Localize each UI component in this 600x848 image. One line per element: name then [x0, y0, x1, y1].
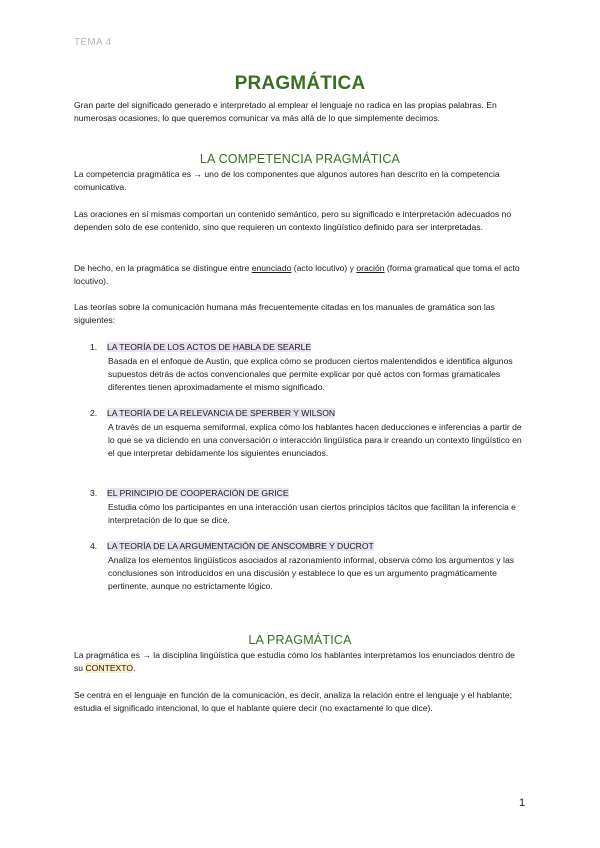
competencia-paragraph-3: [74, 262, 524, 287]
theory-item-2-heading: [90, 407, 530, 419]
intro-paragraph: Gran parte del significado generado e interpretado al emplear el lenguaje no radica en las propias palabras. En numerosas ocasiones, lo que queremos comunicar va más allá de lo que simplemente decimos.: [74, 100, 497, 123]
competencia-paragraph-4: Las teorías sobre la comunicación humana más frecuentemente citadas en los manuales de gramática son las siguientes:: [74, 302, 495, 325]
section-heading-pragmatica: LA PRAGMÁTICA: [248, 633, 352, 647]
theory-title: EL PRINCIPIO DE COOPERACIÓN DE GRICE: [107, 488, 289, 498]
p3-text-before: De hecho, en la pragmática se distingue entre: [74, 263, 252, 273]
term-contexto: CONTEXTO: [85, 662, 134, 673]
term-oracion: oración: [356, 263, 385, 273]
competencia-paragraph-1: La competencia pragmática es → uno de los componentes que algunos autores han descrito en la competencia comunicativa.: [74, 169, 500, 192]
list-number: 1.: [90, 342, 98, 352]
p3-text-after: (forma gramatical que toma el acto locutivo).: [74, 263, 520, 286]
theory-item-1-heading: [90, 341, 530, 353]
theory-title: LA TEORÍA DE LA ARGUMENTACIÓN DE ANSCOMBRE Y DUCROT: [107, 541, 374, 551]
p1-text-after: .: [133, 662, 136, 673]
theory-item-3-heading: [90, 487, 530, 499]
term-enunciado: enunciado: [251, 263, 292, 273]
pragmatica-paragraph-1: [74, 649, 524, 674]
page-number: 1: [519, 797, 526, 809]
list-number: 4.: [90, 541, 98, 551]
theory-title: LA TEORÍA DE LOS ACTOS DE HABLA DE SEARLE: [107, 342, 312, 352]
theory-item-4-body: Analiza los elementos lingüísticos asociados al razonamiento informal, observa cómo los argumentos y las conclusiones son introducidos en una discusión y establece lo que es un argumento pragmáticamente pertinente, aunque no estrictamente lógico.: [108, 555, 515, 591]
section-heading-competencia: LA COMPETENCIA PRAGMÁTICA: [199, 152, 401, 166]
theory-item-2-body: A través de un esquema semiformal, explica cómo los hablantes hacen deducciones e inferencias a partir de lo que se va diciendo en una conversación o interacción lingüística para ir creando un contexto lingüístico en el que interpretar debidamente los siguientes enunciados.: [108, 422, 522, 458]
header-tema: TEMA 4: [74, 37, 112, 48]
theory-item-1-body: Basada en el enfoque de Austin, que explica cómo se producen ciertos malentendidos e identifica algunos supuestos detrás de actos convencionales que permite explicar por qué actos con formas gramaticales diferentes tienen aproximadamente el mismo significado.: [108, 356, 513, 392]
p3-text-mid: (acto locutivo) y: [291, 263, 357, 273]
p1-text-before: La pragmática es → la disciplina lingüística que estudia cómo los hablantes interpretamos los enunciados dentro de su: [74, 650, 515, 673]
page-title: PRAGMÁTICA: [234, 73, 366, 94]
theory-title: LA TEORÍA DE LA RELEVANCIA DE SPERBER Y WILSON: [107, 408, 336, 418]
list-number: 3.: [90, 488, 98, 498]
list-number: 2.: [90, 408, 98, 418]
pragmatica-paragraph-2: Se centra en el lenguaje en función de la comunicación, es decir, analiza la relación entre el lenguaje y el hablante; estudia el significado intencional, lo que el hablante quiere decir (no exactamente lo que dice).: [74, 690, 513, 713]
theory-item-4-heading: [90, 540, 530, 552]
competencia-paragraph-2: Las oraciones en sí mismas comportan un contenido semántico, pero su significado e interpretación adecuados no dependen solo de ese contenido, sino que requieren un contexto lingüístico definido para ser interpretadas.: [74, 209, 512, 232]
theory-item-3-body: Estudia cómo los participantes en una interacción usan ciertos principios tácitos que facilitan la inferencia e interpretación de lo que se dice.: [108, 502, 516, 525]
